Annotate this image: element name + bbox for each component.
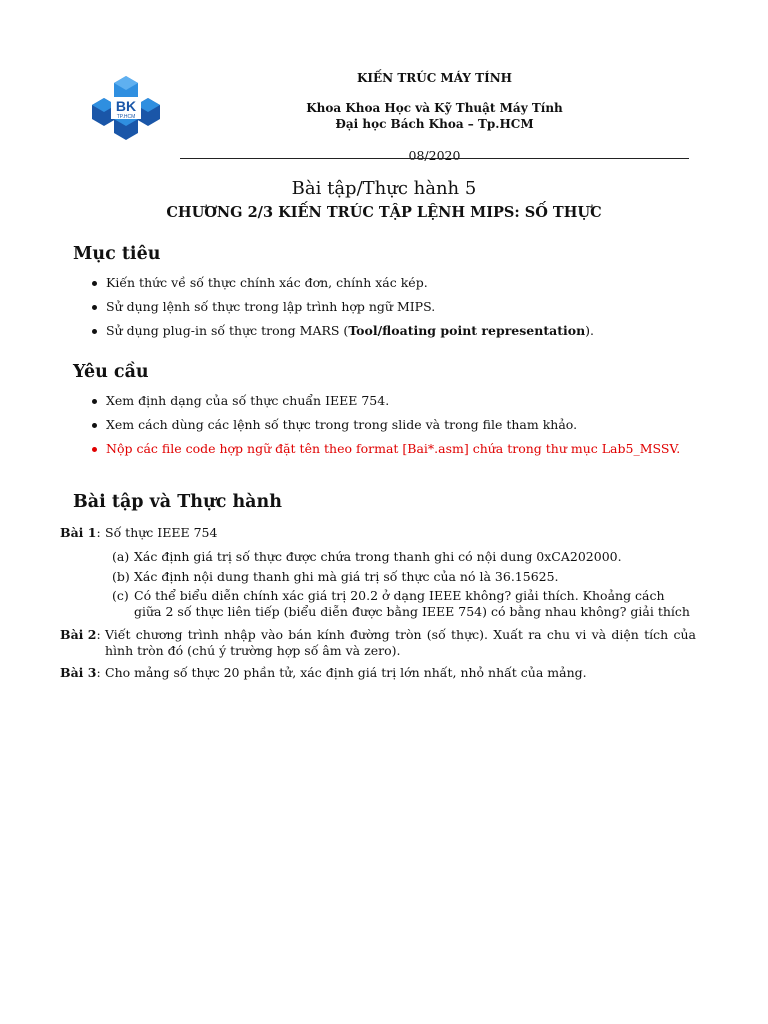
objectives-list	[92, 275, 594, 347]
list-item: Xem định dạng của số thực chuẩn IEEE 754.	[92, 393, 680, 417]
document-date: 08/2020	[408, 148, 461, 163]
mars-tool-name: Tool/floating point representation	[348, 323, 586, 338]
document-header	[180, 68, 689, 164]
list-item: Sử dụng lệnh số thực trong lập trình hợp ngữ MIPS.	[92, 299, 594, 323]
course-title: KIẾN TRÚC MÁY TÍNH	[356, 71, 513, 85]
chapter-title: CHƯƠNG 2/3 KIẾN TRÚC TẬP LỆNH MIPS: SỐ THỰC	[166, 204, 602, 221]
list-item: Sử dụng plug-in số thực trong MARS (Tool/floating point representation).	[92, 323, 594, 347]
bullet-icon	[92, 447, 97, 452]
exercise-3-label: Bài 3	[60, 665, 97, 680]
header-divider	[180, 158, 689, 159]
logo-text: BK	[115, 98, 137, 114]
exercise-2: Bài 2: Viết chương trình nhập vào bán kính đường tròn (số thực). Xuất ra chu vi và diện tích của hình tròn đó (chú ý trường hợp số âm và zero).	[60, 627, 696, 658]
logo-subtext: TP.HCM	[116, 114, 136, 120]
exercise-1-text: Số thực IEEE 754	[105, 525, 218, 540]
bullet-icon	[92, 399, 97, 404]
submission-note: Nộp các file code hợp ngữ đặt tên theo format [Bai*.asm] chứa trong thư mục Lab5_MSSV.	[92, 441, 680, 465]
objectives-heading: Mục tiêu	[73, 244, 161, 264]
exercise-1: Bài 1: Số thực IEEE 754	[60, 525, 696, 541]
title-block	[0, 177, 768, 223]
exercise-1a: (a) Xác định giá trị số thực được chứa trong thanh ghi có nội dung 0xCA202000.	[112, 549, 622, 564]
exercises-heading: Bài tập và Thực hành	[73, 492, 282, 512]
faculty-name: Khoa Khoa Học và Kỹ Thuật Máy Tính	[306, 101, 563, 115]
requirements-list	[92, 393, 680, 465]
exercise-2-label: Bài 2	[60, 627, 97, 642]
list-item: Kiến thức về số thực chính xác đơn, chính xác kép.	[92, 275, 594, 299]
exercise-2-text: Viết chương trình nhập vào bán kính đường tròn (số thực). Xuất ra chu vi và diện tích của hình tròn đó (chú ý trường hợp số âm và zero).	[105, 627, 696, 658]
exercise-1c: (c) Có thể biểu diễn chính xác giá trị 20.2 ở dạng IEEE không? giải thích. Khoảng cách giữa 2 số thực liên tiếp (biểu diễn được bằng IEEE 754) có bằng nhau không? giải thích	[112, 588, 690, 619]
lab-title: Bài tập/Thực hành 5	[291, 178, 477, 199]
exercise-1-label: Bài 1	[60, 525, 97, 540]
bullet-icon	[92, 305, 97, 310]
requirements-heading: Yêu cầu	[73, 362, 149, 382]
exercise-3-text: Cho mảng số thực 20 phần tử, xác định giá trị lớn nhất, nhỏ nhất của mảng.	[105, 665, 587, 680]
bullet-icon	[92, 423, 97, 428]
bullet-icon	[92, 281, 97, 286]
bk-logo	[92, 76, 160, 140]
list-item: Xem cách dùng các lệnh số thực trong trong slide và trong file tham khảo.	[92, 417, 680, 441]
bullet-icon	[92, 329, 97, 334]
university-name: Đại học Bách Khoa – Tp.HCM	[335, 117, 534, 131]
exercise-3: Bài 3: Cho mảng số thực 20 phần tử, xác định giá trị lớn nhất, nhỏ nhất của mảng.	[60, 665, 696, 681]
exercise-1b: (b) Xác định nội dung thanh ghi mà giá trị số thực của nó là 36.15625.	[112, 569, 559, 584]
